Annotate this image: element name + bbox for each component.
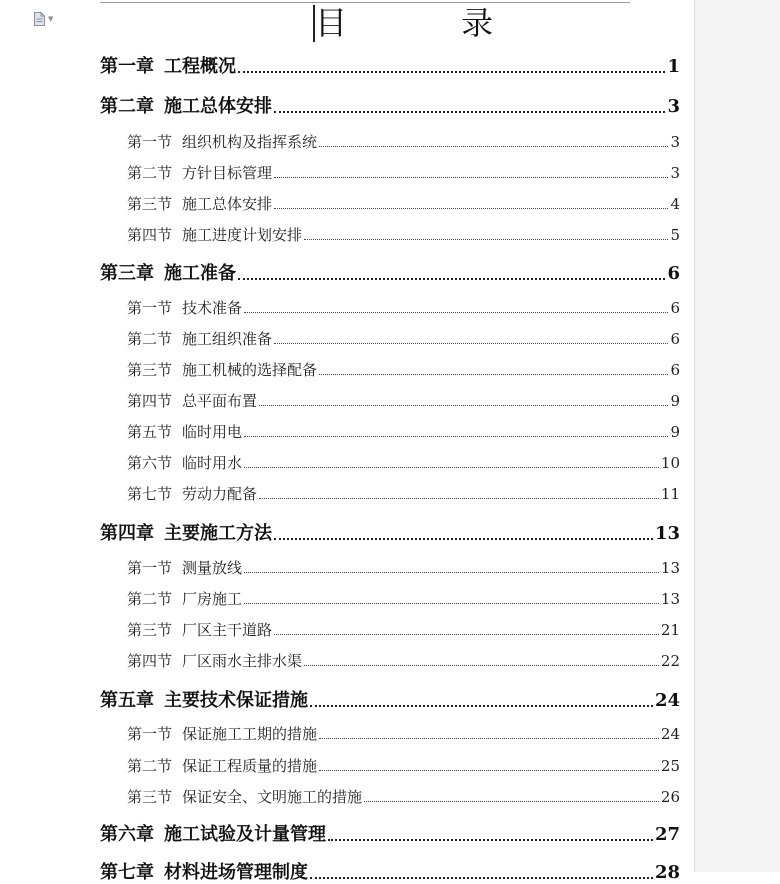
- toc-entry-title: 施工总体安排: [182, 195, 273, 213]
- toc-section-entry[interactable]: [127, 359, 680, 380]
- toc-dot-leader: [238, 259, 665, 280]
- toc-entry-label: [127, 483, 257, 504]
- toc-page-number: 22: [660, 652, 680, 670]
- toc-dot-leader: [319, 723, 659, 739]
- toc-entry-number: 第三节: [127, 621, 173, 639]
- toc-entry-title: 技术准备: [182, 299, 243, 317]
- toc-section-entry[interactable]: [127, 557, 680, 578]
- toc-entry-title: 方针目标管理: [182, 164, 273, 182]
- toc-entry-label: [100, 92, 272, 118]
- toc-dot-leader: [274, 193, 668, 209]
- toc-entry-label: [127, 131, 317, 152]
- toc-entry-number: 第一节: [127, 133, 173, 151]
- toc-page-number: 13: [660, 590, 680, 608]
- toc-dot-leader: [244, 297, 668, 313]
- document-menu-button[interactable]: [34, 12, 53, 26]
- toc-entry-title: 施工组织准备: [182, 330, 273, 348]
- toc-entry-number: 第一节: [127, 725, 173, 743]
- toc-page-number: 24: [660, 725, 680, 743]
- toc-entry-number: 第四章: [100, 523, 154, 544]
- toc-entry-title: 施工机械的选择配备: [182, 361, 318, 379]
- toc-entry-number: 第四节: [127, 226, 173, 244]
- toc-entry-number: 第五节: [127, 423, 173, 441]
- toc-entry-number: 第四节: [127, 652, 173, 670]
- toc-page-number: 26: [660, 788, 680, 806]
- toc-dot-leader: [319, 755, 659, 771]
- toc-section-entry[interactable]: [127, 131, 680, 152]
- toc-entry-number: 第六节: [127, 454, 173, 472]
- toc-entry-title: 厂房施工: [182, 590, 243, 608]
- toc-entry-number: 第二节: [127, 330, 173, 348]
- toc-dot-leader: [319, 359, 668, 375]
- toc-dot-leader: [259, 390, 668, 406]
- page-title: 目 录: [315, 4, 546, 42]
- toc-entry-title: 厂区雨水主排水渠: [182, 652, 303, 670]
- toc-section-entry[interactable]: [127, 297, 680, 318]
- toc-entry-title: 劳动力配备: [182, 485, 258, 503]
- toc-entry-title: 保证施工工期的措施: [182, 725, 318, 743]
- toc-dot-leader: [244, 588, 659, 604]
- toc-dot-leader: [259, 483, 659, 499]
- toc-page-number: 10: [660, 454, 680, 472]
- toc-entry-label: [127, 359, 317, 380]
- toc-entry-title: 工程概况: [164, 56, 236, 77]
- toc-chapter-entry[interactable]: [100, 52, 680, 78]
- document-icon: [34, 12, 45, 26]
- toc-dot-leader: [244, 421, 668, 437]
- toc-section-entry[interactable]: [127, 162, 680, 183]
- toc-entry-number: 第一节: [127, 559, 173, 577]
- toc-entry-number: 第三节: [127, 788, 173, 806]
- toc-entry-title: 材料进场管理制度: [164, 862, 308, 883]
- toc-chapter-entry[interactable]: [100, 858, 680, 884]
- toc-dot-leader: [328, 820, 653, 841]
- toc-page-number: 3: [670, 133, 680, 151]
- toc-entry-number: 第二章: [100, 96, 154, 117]
- toc-entry-title: 施工试验及计量管理: [164, 824, 326, 845]
- toc-page-number: 6: [670, 361, 680, 379]
- toc-entry-label: [127, 786, 362, 807]
- toc-page-number: 6: [667, 263, 680, 284]
- toc-chapter-entry[interactable]: [100, 686, 680, 712]
- toc-section-entry[interactable]: [127, 224, 680, 245]
- toc-entry-label: [127, 162, 272, 183]
- toc-page-number: 1: [667, 56, 680, 77]
- toc-entry-label: [127, 193, 272, 214]
- toc-entry-number: 第三节: [127, 195, 173, 213]
- toc-dot-leader: [364, 786, 659, 802]
- toc-page-number: 13: [654, 523, 680, 544]
- toc-entry-title: 总平面布置: [182, 392, 258, 410]
- toc-entry-label: [127, 650, 302, 671]
- toc-dot-leader: [304, 650, 659, 666]
- toc-entry-title: 临时用水: [182, 454, 243, 472]
- toc-entry-label: [100, 259, 236, 285]
- toc-entry-number: 第三章: [100, 263, 154, 284]
- toc-dot-leader: [304, 224, 668, 240]
- toc-section-entry[interactable]: [127, 588, 680, 609]
- toc-page-number: 28: [654, 862, 680, 883]
- toc-dot-leader: [244, 452, 659, 468]
- toc-entry-number: 第三节: [127, 361, 173, 379]
- toc-dot-leader: [274, 328, 668, 344]
- toc-entry-title: 保证工程质量的措施: [182, 757, 318, 775]
- toc-dot-leader: [274, 619, 659, 635]
- toc-entry-label: [127, 588, 242, 609]
- left-gutter: [0, 0, 100, 872]
- toc-entry-title: 测量放线: [182, 559, 243, 577]
- toc-chapter-entry[interactable]: [100, 519, 680, 545]
- toc-entry-title: 施工进度计划安排: [182, 226, 303, 244]
- toc-section-entry[interactable]: [127, 483, 680, 504]
- toc-section-entry[interactable]: [127, 193, 680, 214]
- toc-entry-number: 第五章: [100, 690, 154, 711]
- toc-entry-label: [127, 452, 242, 473]
- toc-section-entry[interactable]: [127, 786, 680, 807]
- toc-entry-number: 第二节: [127, 164, 173, 182]
- toc-entry-label: [100, 519, 272, 545]
- toc-entry-label: [127, 557, 242, 578]
- toc-entry-number: 第一章: [100, 56, 154, 77]
- toc-entry-title: 施工总体安排: [164, 96, 272, 117]
- toc-entry-label: [100, 858, 308, 884]
- toc-entry-label: [127, 723, 317, 744]
- toc-page-number: 25: [660, 757, 680, 775]
- toc-dot-leader: [319, 131, 668, 147]
- toc-entry-label: [127, 619, 272, 640]
- toc-section-entry[interactable]: [127, 328, 680, 349]
- toc-chapter-entry[interactable]: [100, 259, 680, 285]
- toc-section-entry[interactable]: [127, 723, 680, 744]
- toc-entry-label: [127, 755, 317, 776]
- toc-section-entry[interactable]: [127, 421, 680, 442]
- toc-section-entry[interactable]: [127, 755, 680, 776]
- toc-entry-title: 主要技术保证措施: [164, 690, 308, 711]
- toc-entry-number: 第二节: [127, 590, 173, 608]
- toc-entry-label: [127, 328, 272, 349]
- toc-entry-number: 第二节: [127, 757, 173, 775]
- toc-page-number: 5: [670, 226, 680, 244]
- toc-dot-leader: [244, 557, 659, 573]
- toc-page-number: 21: [660, 621, 680, 639]
- toc-section-entry[interactable]: [127, 650, 680, 671]
- toc-page-number: 6: [670, 330, 680, 348]
- toc-page-number: 3: [667, 96, 680, 117]
- toc-entry-label: [127, 390, 257, 411]
- document-page[interactable]: [100, 0, 694, 883]
- toc-entry-title: 施工准备: [164, 263, 236, 284]
- toc-section-entry[interactable]: [127, 452, 680, 473]
- toc-entry-title: 组织机构及指挥系统: [182, 133, 318, 151]
- toc-entry-label: [127, 224, 302, 245]
- toc-entry-number: 第六章: [100, 824, 154, 845]
- toc-entry-number: 第一节: [127, 299, 173, 317]
- toc-entry-title: 主要施工方法: [164, 523, 272, 544]
- toc-section-entry[interactable]: [127, 619, 680, 640]
- toc-entry-label: [100, 52, 236, 78]
- toc-entry-number: 第七章: [100, 862, 154, 883]
- toc-entry-title: 临时用电: [182, 423, 243, 441]
- toc-dot-leader: [274, 162, 668, 178]
- toc-page-number: 6: [670, 299, 680, 317]
- toc-page-number: 9: [670, 423, 680, 441]
- toc-section-entry[interactable]: [127, 390, 680, 411]
- toc-entry-label: [100, 820, 326, 846]
- toc-chapter-entry[interactable]: [100, 92, 680, 118]
- toc-entry-label: [127, 297, 242, 318]
- right-side-panel: [694, 0, 780, 872]
- toc-page-number: 4: [670, 195, 680, 213]
- toc-chapter-entry[interactable]: [100, 820, 680, 846]
- toc-dot-leader: [310, 858, 653, 879]
- toc-page-number: 3: [670, 164, 680, 182]
- toc-entry-number: 第四节: [127, 392, 173, 410]
- toc-entry-label: [100, 686, 308, 712]
- toc-dot-leader: [274, 519, 653, 540]
- toc-page-number: 27: [654, 824, 680, 845]
- toc-entry-label: [127, 421, 242, 442]
- toc-page-number: 24: [654, 690, 680, 711]
- toc-entry-title: 保证安全、文明施工的措施: [182, 788, 363, 806]
- toc-dot-leader: [310, 686, 653, 707]
- toc-dot-leader: [274, 92, 665, 113]
- toc-page-number: 13: [660, 559, 680, 577]
- toc-dot-leader: [238, 52, 665, 73]
- toc-page-number: 9: [670, 392, 680, 410]
- chevron-down-icon: ▼: [48, 14, 54, 23]
- toc-entry-title: 厂区主干道路: [182, 621, 273, 639]
- toc-entry-number: 第七节: [127, 485, 173, 503]
- toc-page-number: 11: [660, 485, 680, 503]
